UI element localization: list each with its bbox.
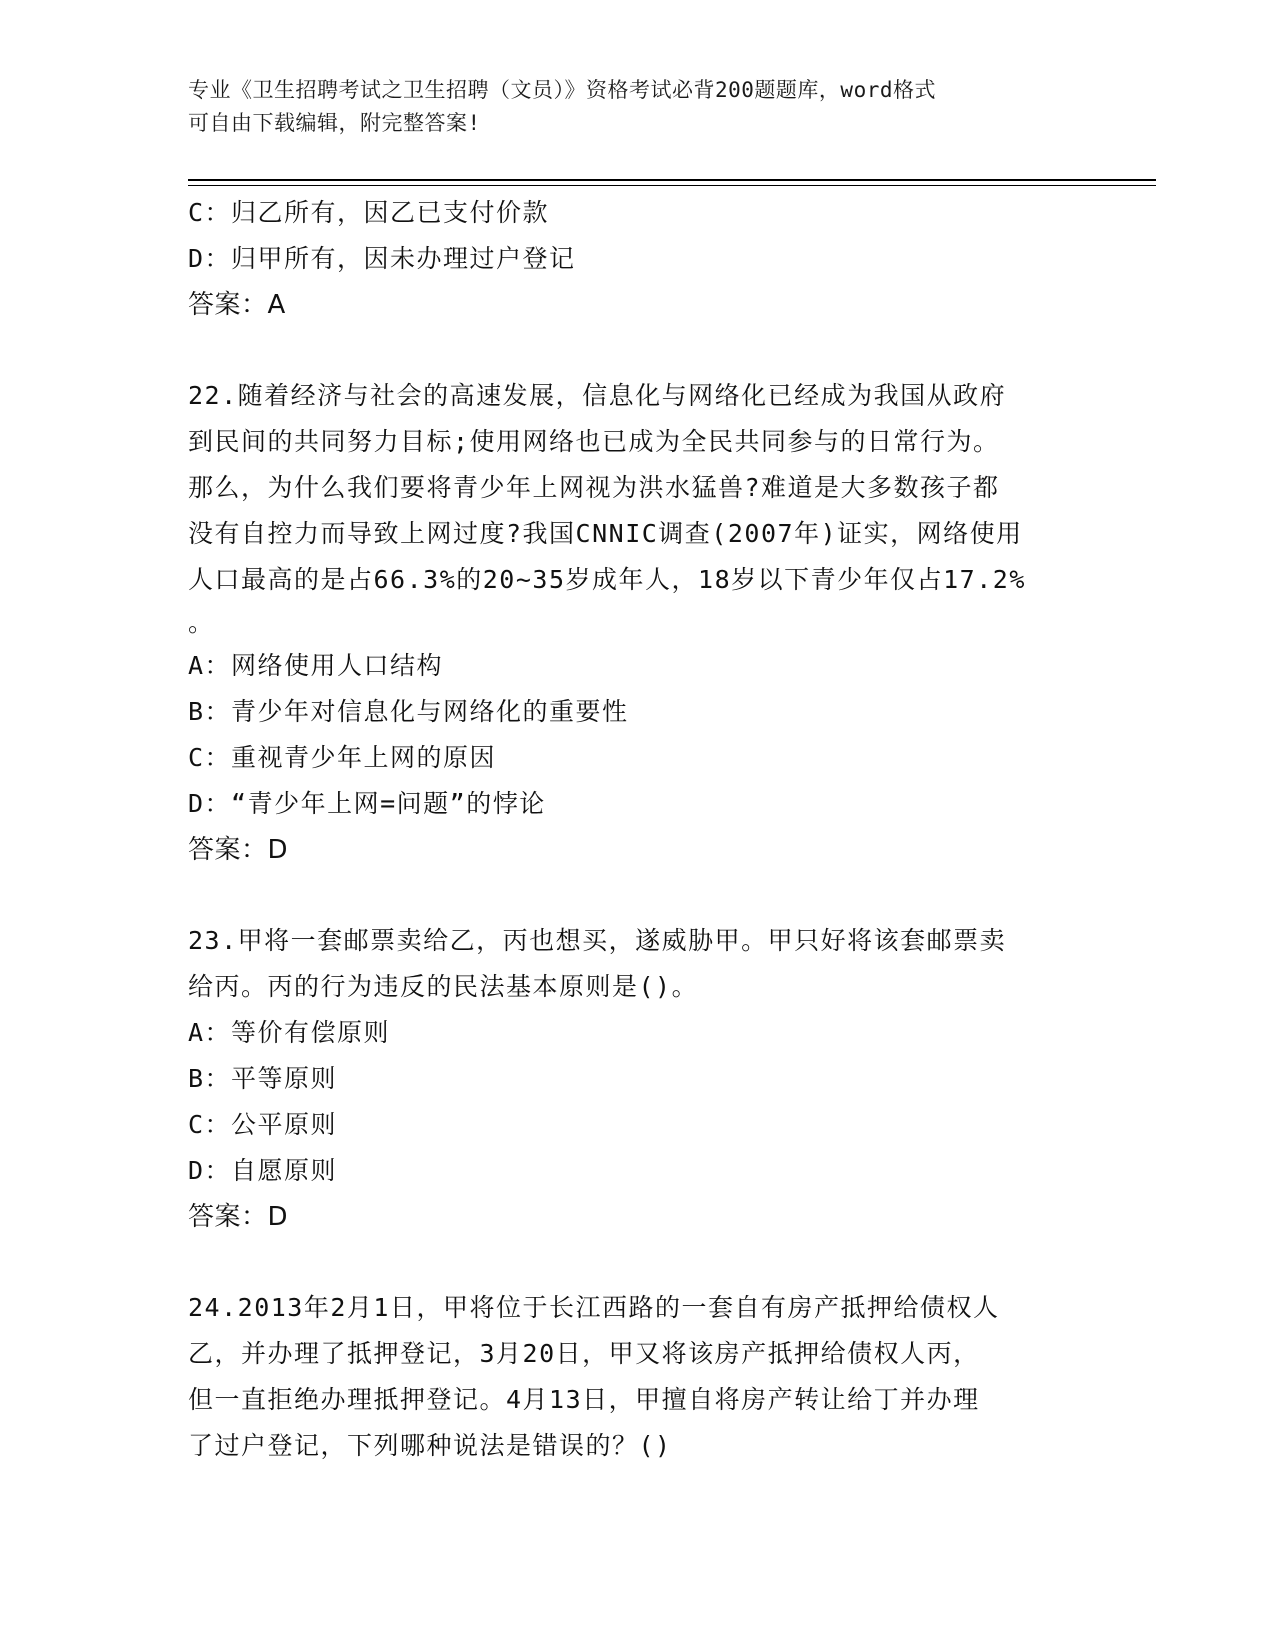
header-title-line-1: 专业《卫生招聘考试之卫生招聘（文员）》资格考试必背200题题库，word格式 <box>188 78 936 102</box>
option-c: C：重视青少年上网的原因 <box>188 743 497 772</box>
option-d: D：“青少年上网=问题”的悖论 <box>188 789 546 818</box>
question-23 <box>188 918 1088 1240</box>
option-a: A：网络使用人口结构 <box>188 651 444 680</box>
question-stem-line: 没有自控力而导致上网过度?我国CNNIC调查(2007年)证实，网络使用 <box>188 519 1023 548</box>
option-a: A：等价有偿原则 <box>188 1018 391 1047</box>
question-stem-line: 22.随着经济与社会的高速发展，信息化与网络化已经成为我国从政府 <box>188 381 1007 410</box>
header-divider-thin <box>188 185 1156 186</box>
option-b: B：平等原则 <box>188 1064 338 1093</box>
question-stem-line: 到民间的共同努力目标;使用网络也已成为全民共同参与的日常行为。 <box>188 427 1000 456</box>
answer-label: 答案：D <box>188 1202 289 1232</box>
question-stem-line: 了过户登记，下列哪种说法是错误的？() <box>188 1431 672 1460</box>
header-divider-thick <box>188 179 1156 181</box>
question-stem-line: 23.甲将一套邮票卖给乙，丙也想买，遂威胁甲。甲只好将该套邮票卖 <box>188 926 1007 955</box>
option-d: D：自愿原则 <box>188 1156 338 1185</box>
option-b: B：青少年对信息化与网络化的重要性 <box>188 697 629 726</box>
option-c: C：归乙所有，因乙已支付价款 <box>188 198 550 227</box>
question-stem-line: 24.2013年2月1日，甲将位于长江西路的一套自有房产抵押给债权人 <box>188 1293 1000 1322</box>
question-stem-line: 给丙。丙的行为违反的民法基本原则是()。 <box>188 972 699 1001</box>
question-stem-line: 乙，并办理了抵押登记，3月20日，甲又将该房产抵押给债权人丙， <box>188 1339 980 1368</box>
question-spacer <box>188 328 1088 373</box>
question-stem-line: 。 <box>188 608 215 637</box>
header-title-line-2: 可自由下载编辑，附完整答案! <box>188 111 481 135</box>
answer-label: 答案：A <box>188 290 286 320</box>
answer-label: 答案：D <box>188 835 289 865</box>
question-24 <box>188 1285 1088 1469</box>
question-22 <box>188 373 1088 873</box>
question-stem-line: 人口最高的是占66.3%的20~35岁成年人，18岁以下青少年仅占17.2% <box>188 565 1026 594</box>
question-spacer <box>188 1240 1088 1285</box>
question-content <box>188 190 1088 1469</box>
question-spacer <box>188 873 1088 918</box>
document-header <box>188 74 1088 140</box>
question-stem-line: 那么，为什么我们要将青少年上网视为洪水猛兽?难道是大多数孩子都 <box>188 473 1000 502</box>
question-21-tail <box>188 190 1088 328</box>
option-c: C：公平原则 <box>188 1110 338 1139</box>
question-stem-line: 但一直拒绝办理抵押登记。4月13日，甲擅自将房产转让给丁并办理 <box>188 1385 980 1414</box>
option-d: D：归甲所有，因未办理过户登记 <box>188 244 576 273</box>
